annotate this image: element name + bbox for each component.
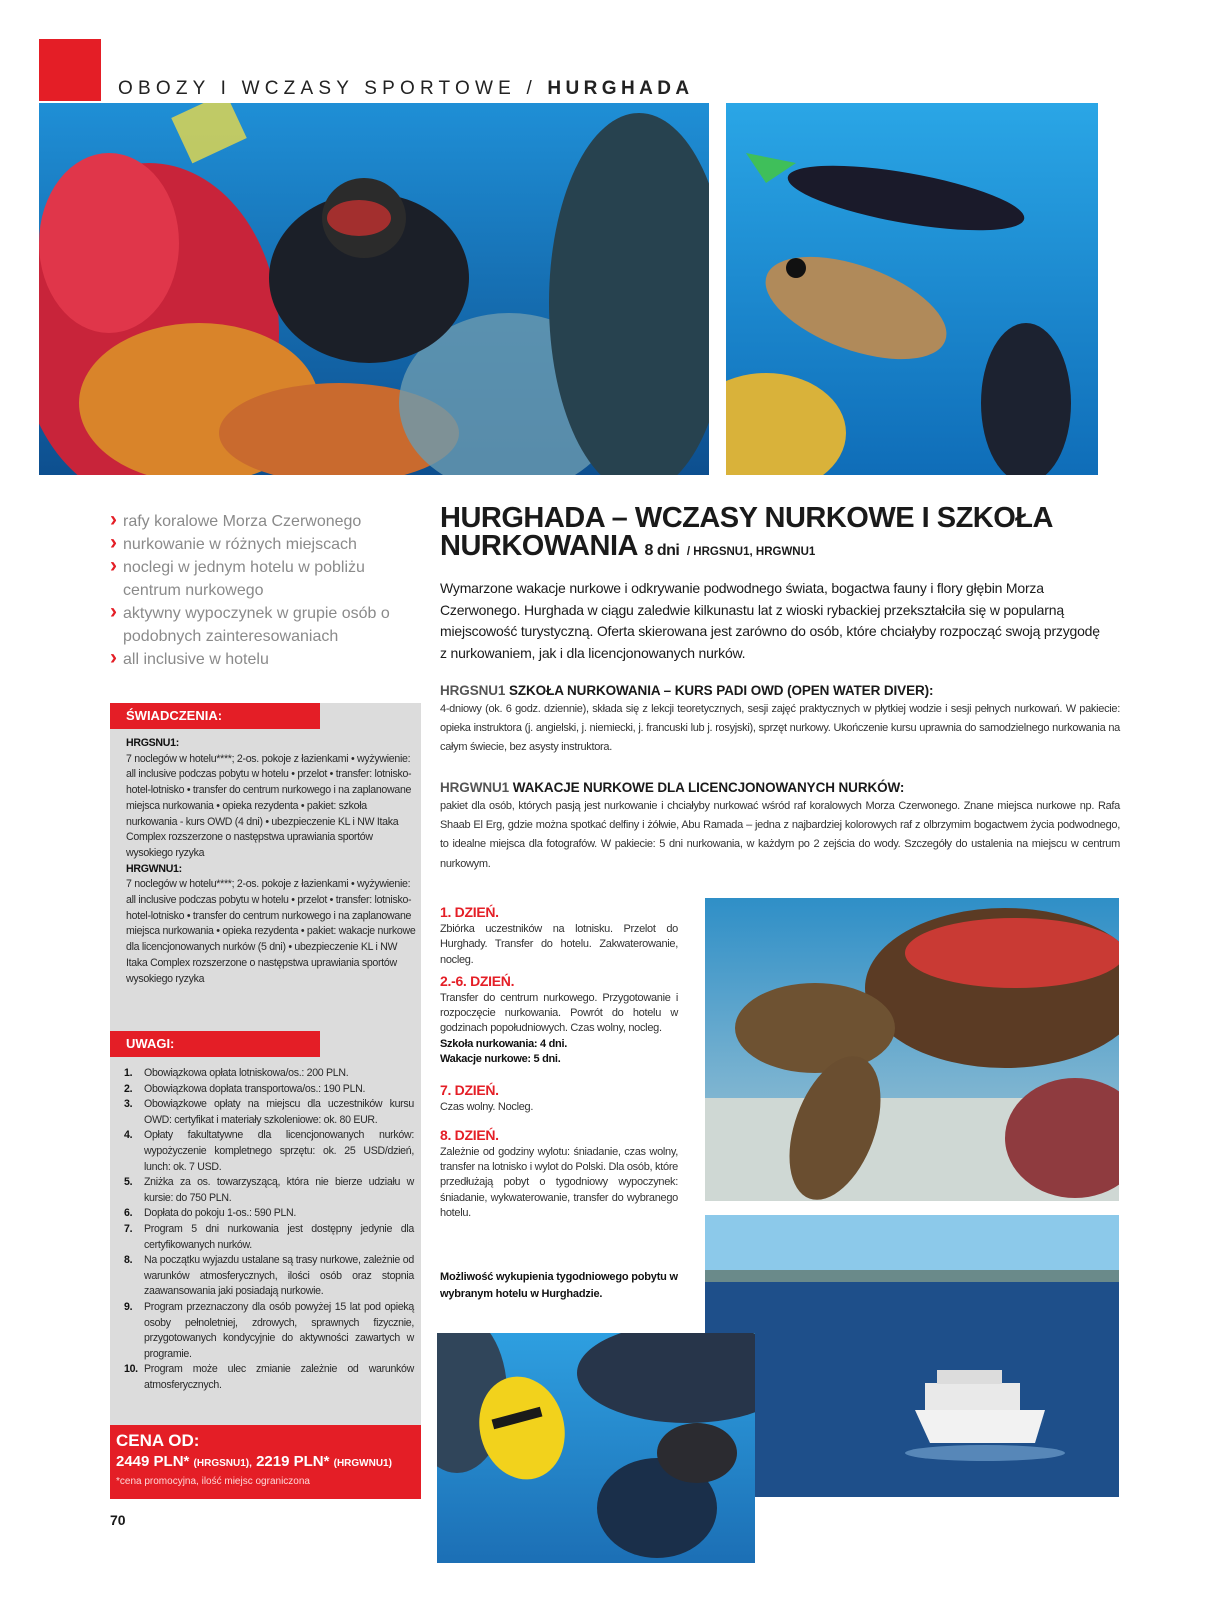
- note-item: 1. Obowiązkowa opłata lotniskowa/os.: 200 PLN.: [124, 1067, 349, 1079]
- benefits-code: HRGWNU1:: [126, 862, 182, 875]
- destination-label: HURGHADA: [547, 78, 694, 99]
- price-line: [116, 1451, 415, 1475]
- highlight-item: › aktywny wypoczynek w grupie osób o podobnych zainteresowaniach: [110, 602, 410, 648]
- price-value-2: 2219 PLN*: [256, 1453, 330, 1470]
- highlights-list: [110, 510, 410, 671]
- benefits-content: [126, 736, 416, 987]
- boat-at-sea-photo: [705, 1215, 1119, 1497]
- price-label: CENA OD:: [116, 1431, 200, 1450]
- note-item: 3. Obowiązkowe opłaty na miejscu dla uczestników kursu OWD: certyfikat i materiały szkoleniowe: ok. 80 EUR.: [124, 1098, 414, 1126]
- red-accent-square: [39, 39, 101, 101]
- benefits-label: ŚWIADCZENIA:: [110, 703, 320, 729]
- notes-label: UWAGI:: [110, 1031, 320, 1057]
- title-codes: / HRGSNU1, HRGWNU1: [686, 546, 816, 558]
- highlight-item: › all inclusive w hotelu: [110, 648, 410, 671]
- highlight-item: › noclegi w jednym hotelu w pobliżu centrum nurkowego: [110, 556, 410, 602]
- title-text: HURGHADA – WCZASY NURKOWE I SZKOŁA NURKOWANIA: [440, 502, 1052, 562]
- price-code-2: (HRGWNU1): [333, 1458, 392, 1469]
- price-value-1: 2449 PLN*: [116, 1453, 190, 1470]
- section-header: [118, 78, 693, 100]
- note-item: 8. Na początku wyjazdu ustalane są trasy nurkowe, zależnie od warunków atmosferycznych, ilości osób oraz stopnia zaawansowania jaki posiadają nurkowie.: [124, 1254, 414, 1298]
- benefits-text: 7 noclegów w hotelu****; 2-os. pokoje z łazienkami • wyżywienie: all inclusive podczas pobytu w hotelu • przelot • transfer: lotnisko-hotel-lotnisko • transfer do centrum nurkowego i na zaplanowane miejsca nurkowania • opieka rezydenta • pakiet: szkoła nurkowania - kurs OWD (4 dni) • ubezpieczenie KL i NW Itaka Complex rozszerzone o następstwa uprawiania sportów wysokiego ryzyka: [126, 752, 412, 859]
- extra-note: Możliwość wykupienia tygodniowego pobytu w wybranym hotelu w Hurghadzie.: [440, 1271, 678, 1300]
- title-duration: 8 dni: [644, 542, 680, 559]
- highlight-item: › rafy koralowe Morza Czerwonego: [110, 510, 410, 533]
- note-item: 2. Obowiązkowa dopłata transportowa/os.: 190 PLN.: [124, 1082, 366, 1095]
- page-number: 70: [110, 1512, 126, 1528]
- intro-paragraph: Wymarzone wakacje nurkowe i odkrywanie podwodnego świata, bogactwa fauny i flory głębin Morza Czerwonego. Hurghada w ciągu zaledwie kilkunastu lat z wioski rybackiej przekształciła się w popularną miejscowość turystyczną. Oferta skierowana jest zarówno do osób, które chciałyby rozpocząć swoją przygodę z nurkowaniem, jak i dla licencjonowanych nurków.: [440, 580, 1100, 661]
- diver-with-coral-photo: [39, 103, 709, 475]
- note-item: 9. Program przeznaczony dla osób powyżej 15 lat pod opieką osoby pełnoletniej, zdrowych, sprawnych fizycznie, przygotowanych kondycyjnie do aktywności zawartych w programie.: [124, 1300, 414, 1360]
- sea-turtle-photo: [705, 898, 1119, 1201]
- note-item: 10. Program może ulec zmianie zależnie od warunków atmosferycznych.: [124, 1363, 414, 1391]
- day-block: 7. DZIEŃ. Czas wolny. Nocleg.: [440, 1082, 534, 1114]
- day-block: 8. DZIEŃ. Zależnie od godziny wylotu: śniadanie, czas wolny, transfer na lotnisko i wylot do Polski. Dla osób, które przedłużają pobyt o tygodniowy wypoczynek: śniadanie, wykwaterowanie, transfer do wybranego hotelu.: [440, 1126, 678, 1219]
- offer-text: 4-dniowy (ok. 6 godz. dziennie), składa się z lekcji teoretycznych, sesji zajęć praktycznych w płytkiej wodzie i sesji pełnych nurkowań. W pakiecie: opieka instruktora (j. angielski, j. niemiecki, j. francuski lub j. rosyjski), sprzęt nurkowy. Ukończenie kursu uprawnia do samodzielnego nurkowania na całym świecie, bez asysty instruktora.: [440, 703, 1120, 754]
- price-code-1: (HRGSNU1),: [193, 1458, 252, 1469]
- note-item: 4. Opłaty fakultatywne dla licencjonowanych nurków: wypożyczenie kompletnego sprzętu: ok. 25 USD/dzień, lunch: ok. 7 USD.: [124, 1129, 414, 1173]
- offer-heading: HRGSNU1 SZKOŁA NURKOWANIA – KURS PADI OWD (OPEN WATER DIVER):: [440, 683, 934, 698]
- day-block: 2.-6. DZIEŃ. Transfer do centrum nurkowego. Przygotowanie i rozpoczęcie nurkowania. Powrót do hotelu w godzinach popołudniowych. Czas wolny, nocleg. Szkoła nurkowania: 4 dni. Wakacje nurkowe: 5 dni.: [440, 972, 678, 1066]
- highlight-item: › nurkowanie w różnych miejscach: [110, 533, 410, 556]
- benefits-text: 7 noclegów w hotelu****; 2-os. pokoje z łazienkami • wyżywienie: all inclusive podczas pobytu w hotelu • przelot • transfer: lotnisko-hotel-lotnisko • transfer do centrum nurkowego i na zaplanowane miejsca nurkowania • opieka rezydenta • pakiet: wakacje nurkowe dla licencjonowanych nurków (5 dni) • ubezpieczenie KL i NW Itaka Complex rozszerzone o następstwa uprawiania sportów wysokiego ryzyka: [126, 878, 416, 985]
- itinerary: [440, 903, 678, 1221]
- day-block: 1. DZIEŃ. Zbiórka uczestników na lotnisku. Przelot do Hurghady. Transfer do hotelu. Zakwaterowanie, nocleg.: [440, 904, 678, 966]
- butterflyfish-photo: [437, 1333, 755, 1563]
- section-label: OBOZY I WCZASY SPORTOWE /: [118, 78, 537, 99]
- note-item: 6. Dopłata do pokoju 1-os.: 590 PLN.: [124, 1207, 297, 1220]
- offer-heading: HRGWNU1 WAKACJE NURKOWE DLA LICENCJONOWANYCH NURKÓW:: [440, 780, 905, 795]
- page-title: [440, 504, 1160, 566]
- divers-and-pufferfish-photo: [726, 103, 1098, 475]
- note-item: 5. Zniżka za os. towarzyszącą, która nie bierze udziału w kursie: do 750 PLN.: [124, 1176, 414, 1204]
- offer-text: pakiet dla osób, których pasją jest nurkowanie i chciałyby nurkować wśród raf koralowych Morza Czerwonego. Znane miejsca nurkowe np. Rafa Shaab El Erg, gdzie można spotkać delfiny i żółwie, Abu Ramada – jedna z najbardziej kolorowych raf z olbrzymim bogactwem życia podwodnego, to idealne miejsca dla fotografów. W pakiecie: 5 dni nurkowania, w każdym po 2 zejścia do wody. Szczegóły do ustalenia na miejscu w centrum nurkowym.: [440, 800, 1120, 870]
- notes-list: [124, 1066, 414, 1393]
- note-item: 7. Program 5 dni nurkowania jest dostępny jedynie dla certyfikowanych nurków.: [124, 1222, 414, 1251]
- price-note: *cena promocyjna, ilość miejsc ograniczona: [116, 1476, 310, 1487]
- price-box: [110, 1425, 421, 1499]
- benefits-code: HRGSNU1:: [126, 737, 179, 749]
